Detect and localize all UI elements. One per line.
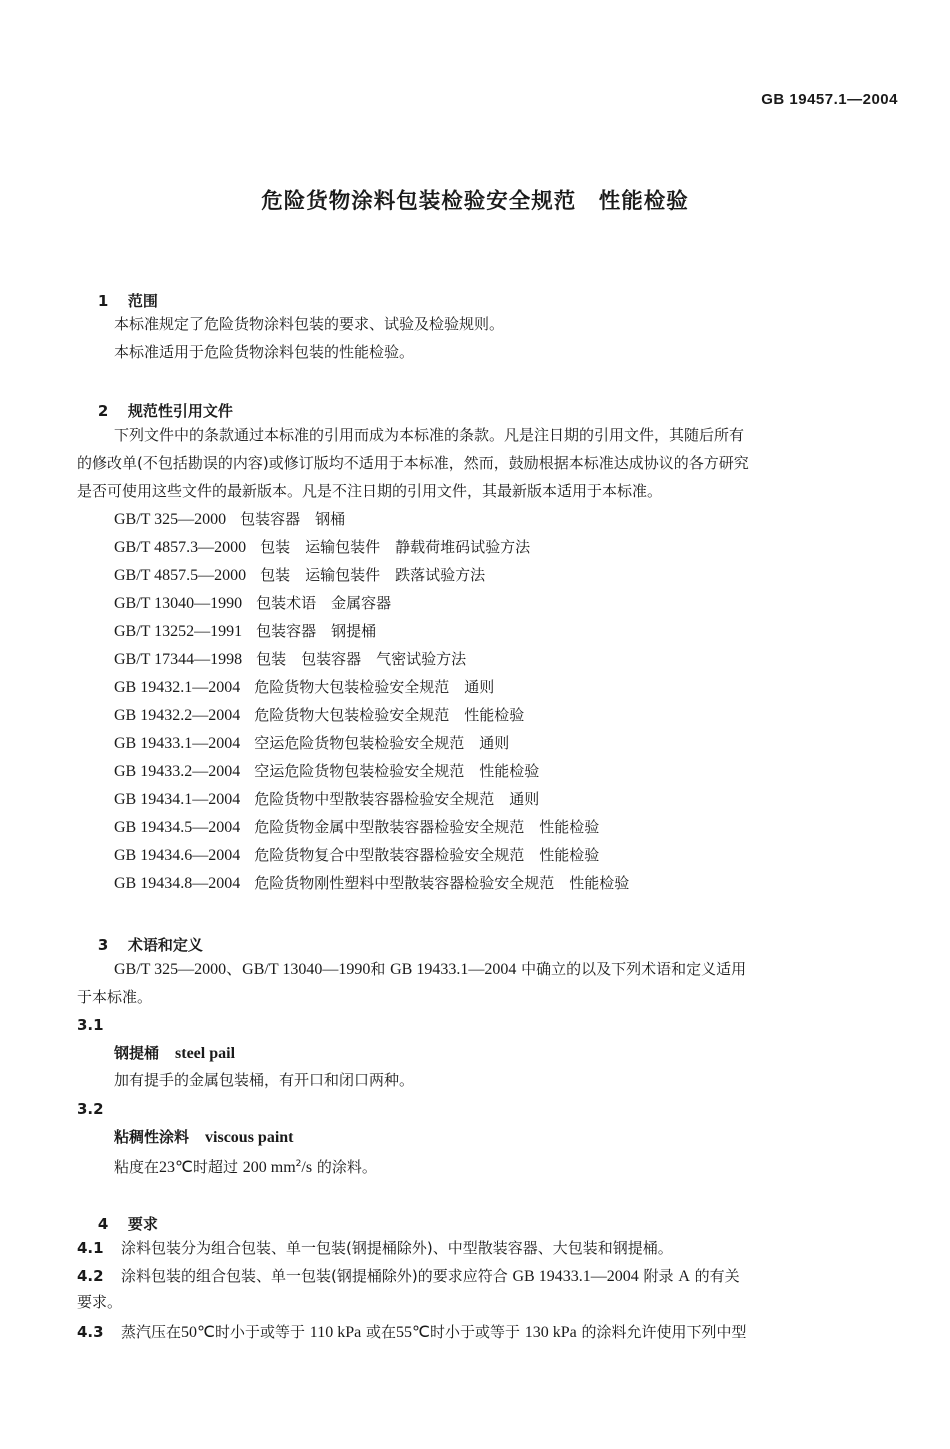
term-cn: 钢提桶 bbox=[114, 1044, 160, 1062]
reference-item bbox=[114, 760, 539, 781]
clause-number: 4.2 bbox=[77, 1267, 104, 1285]
reference-code: GB 19434.5—2004 bbox=[114, 819, 241, 836]
reference-item bbox=[114, 592, 391, 613]
scope-line-2: 本标准适用于危险货物涂料包装的性能检验。 bbox=[114, 343, 415, 361]
reference-title: 包装 运输包装件 跌落试验方法 bbox=[260, 566, 486, 584]
reference-code: GB 19434.6—2004 bbox=[114, 847, 241, 864]
reference-title: 空运危险货物包装检验安全规范 通则 bbox=[254, 734, 510, 752]
clause-4-3 bbox=[77, 1321, 747, 1342]
reference-code: GB 19432.1—2004 bbox=[114, 679, 241, 696]
reference-item bbox=[114, 620, 376, 641]
normative-intro-line-3: 是否可使用这些文件的最新版本。凡是不注日期的引用文件，其最新版本适用于本标准。 bbox=[77, 482, 663, 500]
reference-title: 危险货物中型散装容器检验安全规范 通则 bbox=[254, 790, 540, 808]
reference-item bbox=[114, 872, 629, 893]
normative-intro-line-1: 下列文件中的条款通过本标准的引用而成为本标准的条款。凡是注日期的引用文件，其随后所有 bbox=[114, 426, 745, 444]
term-definition bbox=[114, 1150, 377, 1182]
term-number: 3.1 bbox=[77, 1016, 104, 1034]
reference-title: 包装术语 金属容器 bbox=[256, 594, 392, 612]
def-superscript: 2 bbox=[295, 1159, 302, 1169]
clause-text: 或在 bbox=[365, 1323, 396, 1341]
clause-temperature: 55℃ bbox=[395, 1324, 430, 1341]
reference-code: GB 19433.1—2004 bbox=[114, 735, 241, 752]
term-en: viscous paint bbox=[205, 1129, 294, 1146]
document-title: 危险货物涂料包装检验安全规范 性能检验 bbox=[261, 189, 689, 214]
terms-intro-line-1 bbox=[114, 955, 746, 984]
def-unit: /s bbox=[301, 1159, 313, 1176]
reference-code: GB/T 13252—1991 bbox=[114, 623, 243, 640]
def-temperature: 23℃ bbox=[159, 1159, 193, 1176]
reference-title: 危险货物复合中型散装容器检验安全规范 性能检验 bbox=[254, 846, 600, 864]
reference-title: 危险货物金属中型散装容器检验安全规范 性能检验 bbox=[254, 818, 600, 836]
clause-pressure: 110 kPa bbox=[309, 1324, 362, 1341]
term-definition: 加有提手的金属包装桶，有开口和闭口两种。 bbox=[114, 1071, 415, 1089]
def-text: 时超过 bbox=[192, 1158, 238, 1176]
reference-item bbox=[114, 676, 494, 697]
clause-4-2 bbox=[77, 1265, 740, 1286]
reference-code: GB/T 13040—1990 bbox=[114, 595, 243, 612]
clause-text: 附录 bbox=[643, 1267, 674, 1285]
section-number: 1 bbox=[97, 292, 109, 310]
reference-item bbox=[114, 788, 539, 809]
section-number: 4 bbox=[97, 1215, 109, 1233]
reference-code: GB/T 4857.5—2000 bbox=[114, 567, 247, 584]
clause-number: 4.3 bbox=[77, 1323, 104, 1341]
reference-title: 包装 运输包装件 静载荷堆码试验方法 bbox=[260, 538, 531, 556]
section-number: 2 bbox=[97, 402, 109, 420]
reference-code: GB/T 17344—1998 bbox=[114, 651, 243, 668]
term-name bbox=[114, 1126, 293, 1147]
reference-title: 空运危险货物包装检验安全规范 性能检验 bbox=[254, 762, 540, 780]
def-text: 粘度在 bbox=[114, 1158, 160, 1176]
reference-code: GB 19432.2—2004 bbox=[114, 707, 241, 724]
standard-code: GB 19457.1—2004 bbox=[761, 91, 898, 108]
clause-number: 4.1 bbox=[77, 1239, 104, 1257]
reference-title: 危险货物刚性塑料中型散装容器检验安全规范 性能检验 bbox=[254, 874, 630, 892]
terms-intro-and: 和 bbox=[370, 960, 386, 978]
reference-title: 包装容器 钢提桶 bbox=[256, 622, 377, 640]
clause-text: 蒸汽压在 bbox=[121, 1323, 182, 1341]
def-value: 200 mm bbox=[242, 1159, 296, 1176]
reference-item bbox=[114, 648, 466, 669]
reference-item bbox=[114, 564, 485, 585]
reference-item bbox=[114, 508, 345, 529]
def-text: 的涂料。 bbox=[316, 1158, 377, 1176]
reference-item bbox=[114, 844, 599, 865]
section-title: 要求 bbox=[127, 1215, 158, 1233]
section-title: 范围 bbox=[127, 292, 158, 310]
terms-intro-line-2: 于本标准。 bbox=[77, 988, 153, 1006]
reference-code: GB 19434.8—2004 bbox=[114, 875, 241, 892]
terms-intro-code-3: GB 19433.1—2004 bbox=[390, 961, 517, 978]
clause-annex: A bbox=[678, 1268, 690, 1285]
clause-text: 的有关 bbox=[694, 1267, 740, 1285]
reference-title: 危险货物大包装检验安全规范 性能检验 bbox=[254, 706, 525, 724]
section-title: 术语和定义 bbox=[127, 936, 203, 954]
reference-code: GB 19434.1—2004 bbox=[114, 791, 241, 808]
reference-code: GB 19433.2—2004 bbox=[114, 763, 241, 780]
terms-intro-codes: GB/T 325—2000、GB/T 13040—1990 bbox=[114, 961, 371, 978]
section-title: 规范性引用文件 bbox=[127, 402, 233, 420]
reference-code: GB/T 325—2000 bbox=[114, 511, 227, 528]
clause-pressure: 130 kPa bbox=[524, 1324, 577, 1341]
clause-text: 涂料包装的组合包装、单一包装(钢提桶除外)的要求应符合 bbox=[121, 1267, 508, 1285]
normative-intro-line-2: 的修改单(不包括勘误的内容)或修订版均不适用于本标准，然而，鼓励根据本标准达成协议的各方研究 bbox=[77, 454, 749, 472]
reference-code: GB/T 4857.3—2000 bbox=[114, 539, 247, 556]
section-number: 3 bbox=[97, 936, 109, 954]
term-name bbox=[114, 1042, 235, 1063]
clause-code: GB 19433.1—2004 bbox=[512, 1268, 639, 1285]
scope-line-1: 本标准规定了危险货物涂料包装的要求、试验及检验规则。 bbox=[114, 315, 505, 333]
terms-intro-rest: 中确立的以及下列术语和定义适用 bbox=[521, 960, 747, 978]
clause-4-2-line-2: 要求。 bbox=[77, 1293, 123, 1311]
reference-item bbox=[114, 816, 599, 837]
reference-item bbox=[114, 536, 530, 557]
clause-4-1 bbox=[77, 1237, 673, 1258]
clause-text: 时小于或等于 bbox=[429, 1323, 520, 1341]
reference-item bbox=[114, 732, 509, 753]
reference-title: 包装容器 钢桶 bbox=[240, 510, 346, 528]
clause-text: 时小于或等于 bbox=[214, 1323, 305, 1341]
term-cn: 粘稠性涂料 bbox=[114, 1128, 190, 1146]
term-number: 3.2 bbox=[77, 1100, 104, 1118]
term-en: steel pail bbox=[175, 1045, 236, 1062]
reference-title: 危险货物大包装检验安全规范 通则 bbox=[254, 678, 495, 696]
clause-temperature: 50℃ bbox=[181, 1324, 215, 1341]
reference-item bbox=[114, 704, 524, 725]
clause-text: 的涂料允许使用下列中型 bbox=[581, 1323, 747, 1341]
clause-text: 涂料包装分为组合包装、单一包装(钢提桶除外)、中型散装容器、大包装和钢提桶。 bbox=[121, 1239, 673, 1257]
reference-title: 包装 包装容器 气密试验方法 bbox=[256, 650, 467, 668]
